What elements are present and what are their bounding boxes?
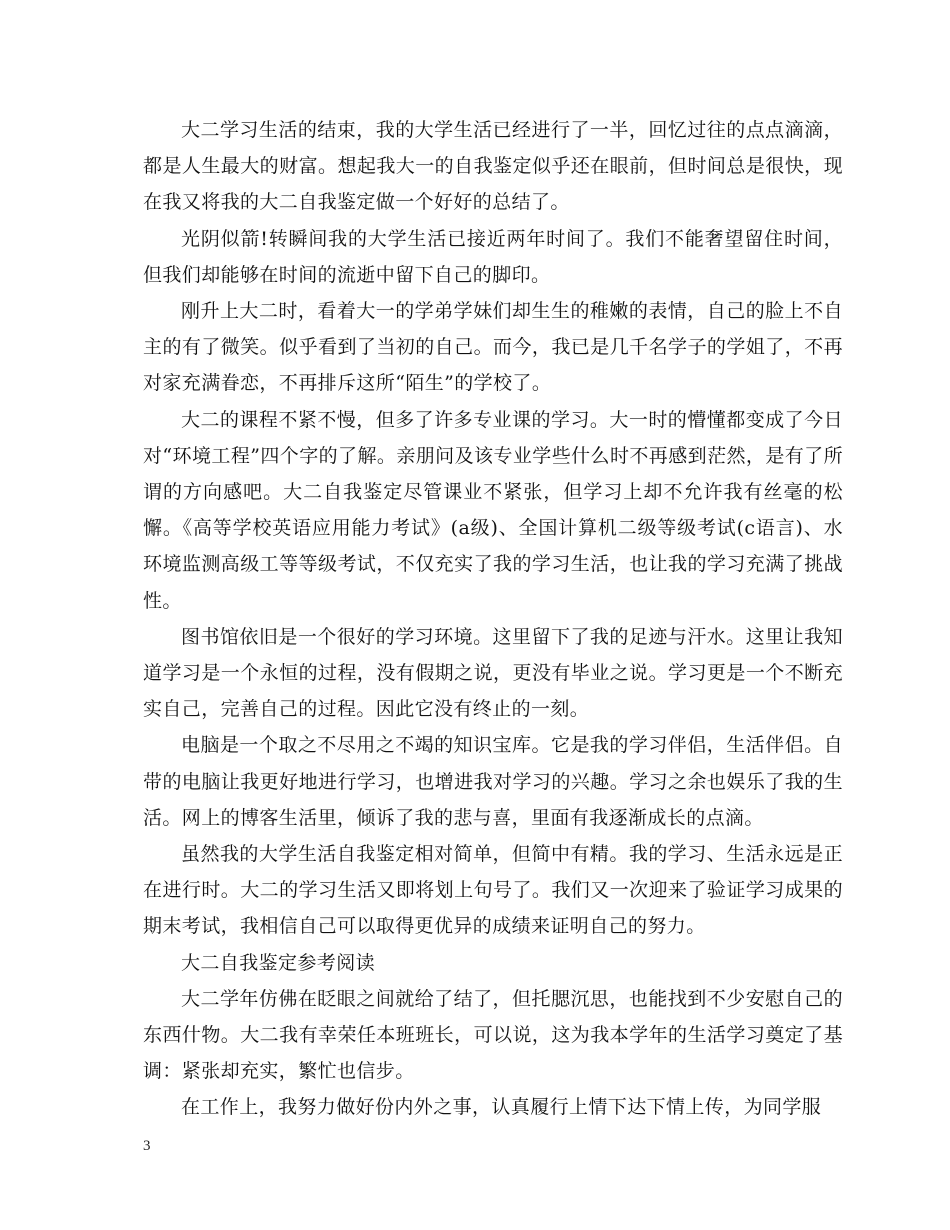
paragraph: 虽然我的大学生活自我鉴定相对简单，但简中有精。我的学习、生活永远是正在进行时。大二的学习生活又即将划上句号了。我们又一次迎来了验证学习成果的期末考试，我相信自己可以取得更优异的成绩来证明自己的努力。 xyxy=(143,843,843,938)
page-number: 3 xyxy=(143,1138,151,1154)
paragraph: 大二的课程不紧不慢，但多了许多专业课的学习。大一时的懵懂都变成了今日对“环境工程”四个字的了解。亲朋问及该专业学些什么时不再感到茫然，是有了所谓的方向感吧。大二自我鉴定尽管课业不紧张，但学习上却不允许我有丝毫的松懈。《高等学校英语应用能力考试》(a级)、全国计算机二级等级考试(c语言)、水环境监测高级工等等级考试，不仅充实了我的学习生活，也让我的学习充满了挑战性。 xyxy=(143,408,843,612)
paragraph: 光阴似箭!转瞬间我的大学生活已接近两年时间了。我们不能奢望留住时间，但我们却能够在时间的流逝中留下自己的脚印。 xyxy=(143,227,843,286)
paragraph: 刚升上大二时，看着大一的学弟学妹们却生生的稚嫩的表情，自己的脸上不自主的有了微笑。似乎看到了当初的自己。而今，我已是几千名学子的学姐了，不再对家充满眷恋，不再排斥这所“陌生”的学校了。 xyxy=(143,300,843,395)
document-body xyxy=(143,112,843,1126)
paragraph: 电脑是一个取之不尽用之不竭的知识宝库。它是我的学习伴侣，生活伴侣。自带的电脑让我更好地进行学习，也增进我对学习的兴趣。学习之余也娱乐了我的生活。网上的博客生活里，倾诉了我的悲与喜，里面有我逐渐成长的点滴。 xyxy=(143,734,843,829)
paragraph: 图书馆依旧是一个很好的学习环境。这里留下了我的足迹与汗水。这里让我知道学习是一个永恒的过程，没有假期之说，更没有毕业之说。学习更是一个不断充实自己，完善自己的过程。因此它没有终止的一刻。 xyxy=(143,625,843,721)
section-heading: 大二自我鉴定参考阅读 xyxy=(181,951,376,974)
paragraph: 大二学习生活的结束，我的大学生活已经进行了一半，回忆过往的点点滴滴，都是人生最大的财富。想起我大一的自我鉴定似乎还在眼前，但时间总是很快，现在我又将我的大二自我鉴定做一个好好的总结了。 xyxy=(143,119,843,214)
paragraph: 大二学年仿佛在眨眼之间就给了结了，但托腮沉思，也能找到不少安慰自己的东西什物。大二我有幸荣任本班班长，可以说，这为我本学年的生活学习奠定了基调：紧张却充实，繁忙也信步。 xyxy=(143,987,843,1083)
paragraph: 在工作上，我努力做好份内外之事，认真履行上情下达下情上传，为同学服 xyxy=(181,1096,822,1119)
